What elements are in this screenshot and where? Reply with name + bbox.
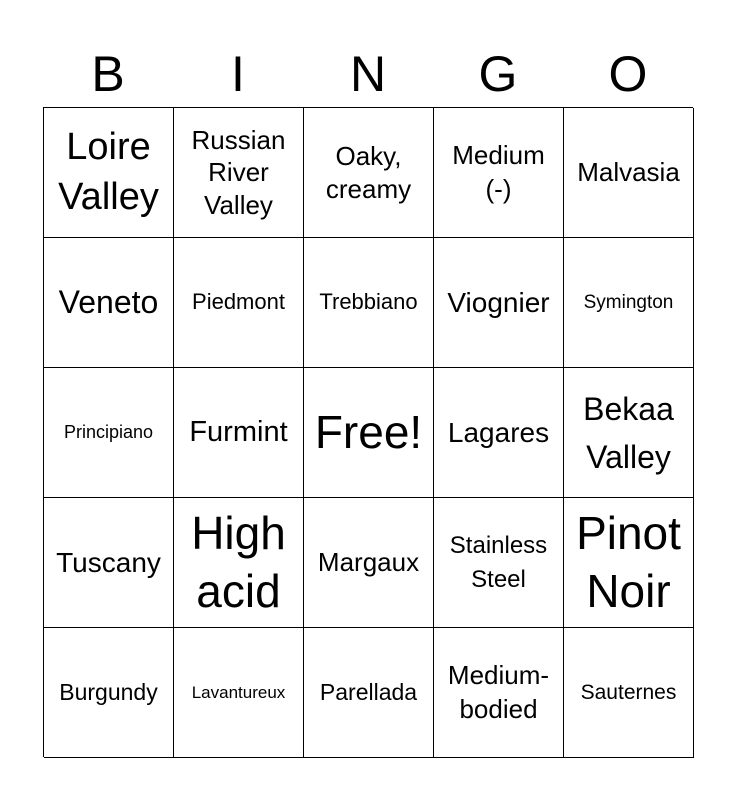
bingo-cell[interactable]: Trebbiano [304, 238, 434, 368]
bingo-cell[interactable]: Symington [564, 238, 694, 368]
header-letter-g: G [478, 46, 518, 102]
header-letter-o: O [608, 46, 648, 102]
header-letter-i: I [231, 46, 245, 102]
bingo-cell[interactable]: Loire Valley [44, 108, 174, 238]
bingo-cell[interactable]: Lagares [434, 368, 564, 498]
bingo-header [43, 40, 693, 108]
bingo-cell[interactable]: Viognier [434, 238, 564, 368]
bingo-cell[interactable]: Pinot Noir [564, 498, 694, 628]
bingo-cell[interactable]: Parellada [304, 628, 434, 758]
bingo-cell[interactable]: Sauternes [564, 628, 694, 758]
bingo-cell[interactable]: Veneto [44, 238, 174, 368]
bingo-cell[interactable]: High acid [174, 498, 304, 628]
bingo-cell[interactable]: Stainless Steel [434, 498, 564, 628]
bingo-cell[interactable]: Free! [304, 368, 434, 498]
bingo-cell[interactable]: Medium (-) [434, 108, 564, 238]
bingo-cell[interactable]: Russian River Valley [174, 108, 304, 238]
bingo-cell[interactable]: Margaux [304, 498, 434, 628]
bingo-board [43, 107, 693, 757]
bingo-cell[interactable]: Medium-bodied [434, 628, 564, 758]
bingo-cell[interactable]: Tuscany [44, 498, 174, 628]
bingo-cell[interactable]: Piedmont [174, 238, 304, 368]
bingo-cell[interactable]: Bekaa Valley [564, 368, 694, 498]
bingo-cell[interactable]: Oaky, creamy [304, 108, 434, 238]
bingo-cell[interactable]: Burgundy [44, 628, 174, 758]
bingo-cell[interactable]: Lavantureux [174, 628, 304, 758]
header-letter-b: B [91, 46, 125, 102]
bingo-cell[interactable]: Malvasia [564, 108, 694, 238]
bingo-cell[interactable]: Furmint [174, 368, 304, 498]
bingo-cell[interactable]: Principiano [44, 368, 174, 498]
header-letter-n: N [349, 46, 387, 102]
